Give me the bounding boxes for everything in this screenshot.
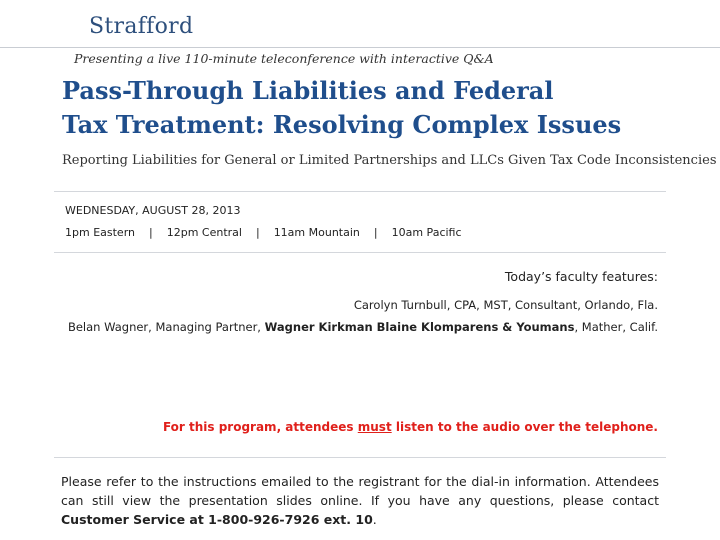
time-pacific: 10am Pacific <box>391 226 462 239</box>
divider-bottom <box>54 457 666 458</box>
time-central: 12pm Central <box>166 226 242 239</box>
audio-notice-text: For this program, attendees <box>162 420 358 434</box>
instructions <box>61 472 659 529</box>
strafford-logo: Strafford <box>89 14 194 39</box>
subtitle: Reporting Liabilities for General or Limited Partnerships and LLCs Given Tax Code Inconsistencies <box>62 153 717 168</box>
title-line-1: Pass-Through Liabilities and Federal <box>62 76 554 105</box>
faculty-member-2-name: Belan Wagner, Managing Partner, <box>67 320 265 334</box>
faculty-member-2-firm: Wagner Kirkman Blaine Klomparens & Youmans <box>264 320 575 334</box>
divider-top <box>54 191 666 192</box>
time-eastern: 1pm Eastern <box>65 226 135 239</box>
divider-middle <box>54 252 666 253</box>
customer-service-contact: Customer Service at 1-800-926-7926 ext. 10 <box>61 512 373 527</box>
instructions-text: Please refer to the instructions emailed to the registrant for the dial-in information. Attendees can still view the presentation slides online. If you have any questions, please contact <box>61 474 659 508</box>
time-separator: | <box>149 226 153 239</box>
tagline: Presenting a live 110-minute teleconference with interactive Q&A <box>74 51 494 66</box>
faculty-member-2-location: , Mather, Calif. <box>574 320 658 334</box>
audio-notice-emphasis: must <box>357 420 392 434</box>
audio-notice <box>163 420 658 434</box>
time-mountain: 11am Mountain <box>273 226 360 239</box>
time-separator: | <box>373 226 378 239</box>
instructions-end: . <box>372 512 377 527</box>
faculty-heading: Today’s faculty features: <box>504 269 658 284</box>
faculty-member-2 <box>68 320 658 334</box>
time-separator: | <box>255 226 260 239</box>
event-date: WEDNESDAY, AUGUST 28, 2013 <box>65 204 241 217</box>
faculty-member-1: Carolyn Turnbull, CPA, MST, Consultant, Orlando, Fla. <box>353 298 658 312</box>
page-title <box>62 74 702 142</box>
audio-notice-text-end: listen to the audio over the telephone. <box>391 420 658 434</box>
event-times <box>65 226 462 239</box>
title-line-2: Tax Treatment: Resolving Complex Issues <box>62 110 622 139</box>
header-divider <box>0 47 720 48</box>
